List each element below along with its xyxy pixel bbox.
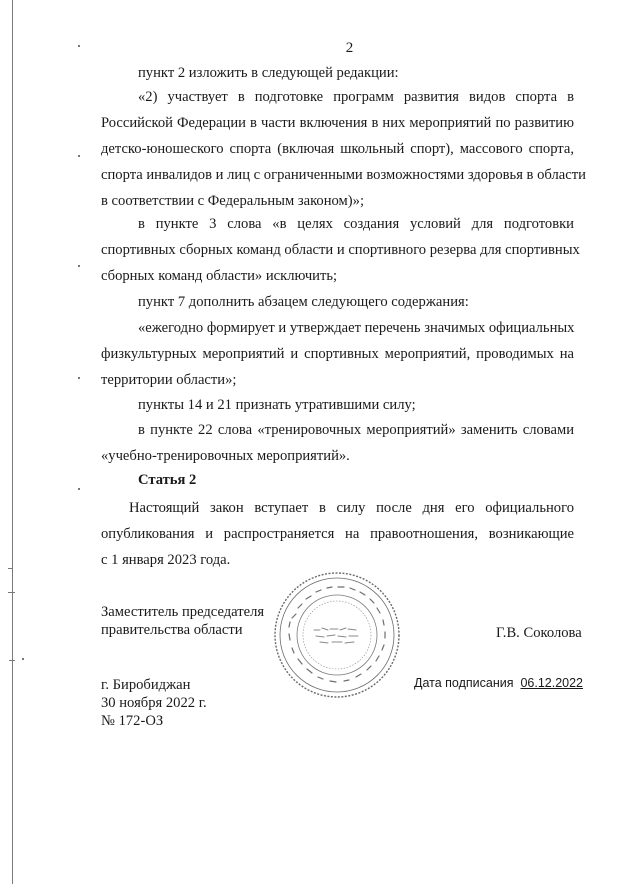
margin-mark — [78, 265, 80, 267]
paragraph-line: в пункте 22 слова «тренировочных мероприятий» заменить словами — [138, 422, 574, 438]
paragraph — [101, 420, 574, 466]
margin-mark — [78, 377, 80, 379]
paragraph — [101, 87, 586, 211]
document-footer — [101, 676, 207, 730]
margin-mark — [8, 568, 13, 569]
paragraph-text: пункт 2 изложить в следующей редакции: — [138, 65, 399, 81]
signatory-title-line: Заместитель председателя — [101, 604, 265, 620]
signatory-title — [101, 603, 264, 639]
signatory-name: Г.В. Соколова — [496, 625, 582, 641]
official-seal — [272, 570, 402, 700]
place: г. Биробиджан — [101, 677, 191, 693]
paragraph — [101, 214, 580, 286]
paragraph-text: пункты 14 и 21 признать утратившими силу; — [138, 397, 416, 413]
paragraph-text: пункт 7 дополнить абзацем следующего содержания: — [138, 294, 469, 310]
paragraph-line: детско-юношеского спорта (включая школьный спорт), массового спорта, — [101, 141, 574, 157]
adoption-date: 30 ноября 2022 г. — [101, 695, 207, 711]
paragraph — [101, 318, 574, 390]
article-heading: Статья 2 — [138, 472, 197, 488]
signatory-title-line: правительства области — [101, 622, 243, 638]
signing-date-block — [414, 676, 583, 690]
paragraph — [138, 63, 399, 83]
margin-mark — [22, 658, 24, 660]
paragraph-line: спорта инвалидов и лиц с ограниченными возможностями здоровья в области — [101, 167, 586, 183]
paragraph-line: опубликования и распространяется на правоотношения, возникающие — [101, 526, 574, 542]
paragraph-line: «2) участвует в подготовке программ развития видов спорта в — [138, 89, 574, 105]
paragraph-line: сборных команд области» исключить; — [101, 268, 338, 284]
margin-mark — [8, 592, 15, 593]
signing-date-label: Дата подписания — [414, 676, 514, 690]
paragraph-line: Настоящий закон вступает в силу после дня его официального — [129, 500, 574, 516]
paragraph-line: «ежегодно формирует и утверждает перечень значимых официальных — [138, 320, 575, 336]
paragraph-line: в пункте 3 слова «в целях создания условий для подготовки — [138, 216, 574, 232]
binding-line — [12, 0, 13, 884]
margin-mark — [9, 660, 15, 661]
paragraph-line: спортивных сборных команд области и спортивного резерва для спортивных — [101, 242, 580, 258]
article-paragraph — [101, 498, 574, 570]
margin-mark — [78, 155, 80, 157]
paragraph-line: Российской Федерации в части включения в них мероприятий по развитию — [101, 115, 574, 131]
margin-mark — [78, 488, 80, 490]
paragraph-line: «учебно-тренировочных мероприятий». — [101, 448, 350, 464]
paragraph-line: территории области»; — [101, 372, 237, 388]
paragraph — [138, 292, 469, 312]
paragraph-line: с 1 января 2023 года. — [101, 552, 231, 568]
paragraph-line: в соответствии с Федеральным законом)»; — [101, 193, 364, 209]
paragraph-line: физкультурных мероприятий и спортивных мероприятий, проводимых на — [101, 346, 574, 362]
signing-date-value: 06.12.2022 — [520, 676, 584, 690]
page-number: 2 — [345, 40, 354, 56]
paragraph — [138, 395, 416, 415]
law-number: № 172-ОЗ — [101, 713, 164, 729]
